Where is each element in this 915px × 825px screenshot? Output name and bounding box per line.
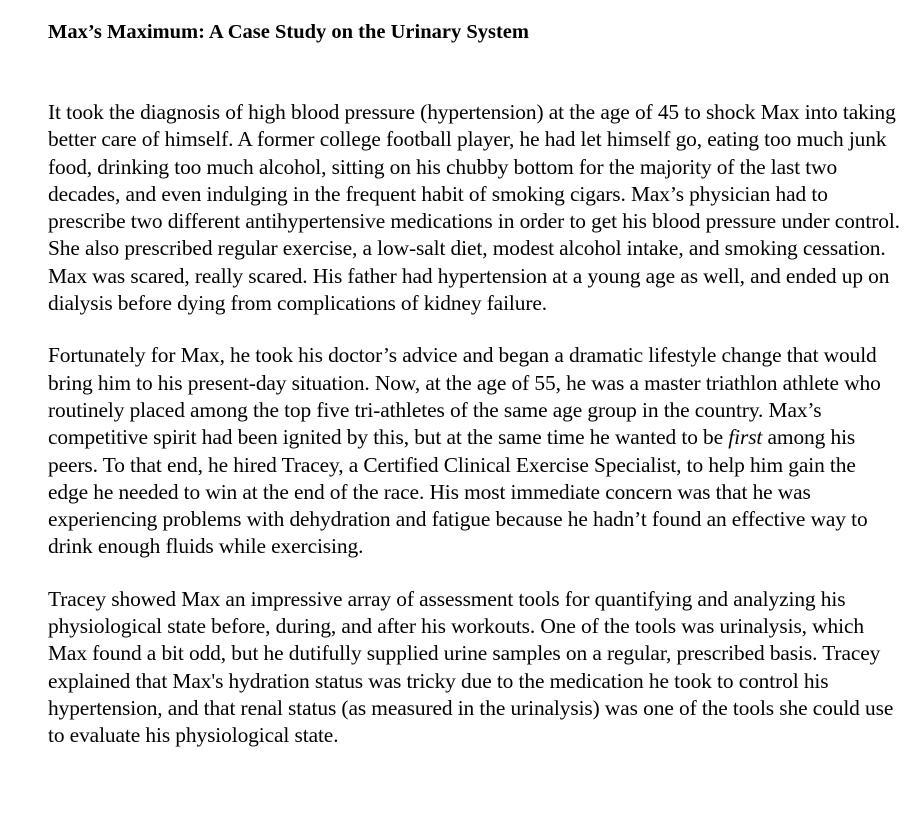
document-title: Max’s Maximum: A Case Study on the Urinary System xyxy=(48,21,529,43)
document-page xyxy=(48,16,900,750)
paragraph-2 xyxy=(48,342,900,560)
paragraph-1: It took the diagnosis of high blood pressure (hypertension) at the age of 45 to shock Max into taking better care of himself. A former college football player, he had let himself go, eating too much junk food, drinking too much alcohol, sitting on his chubby bottom for the majority of the last two decades, and even indulging in the frequent habit of smoking cigars. Max’s physician had to prescribe two different antihypertensive medications in order to get his blood pressure under control. She also prescribed regular exercise, a low-salt diet, modest alcohol intake, and smoking cessation. Max was scared, really scared. His father had hypertension at a young age as well, and ended up on dialysis before dying from complications of kidney failure. xyxy=(48,100,900,316)
emphasized-word: first xyxy=(728,425,763,450)
paragraph-2-text-after: among his peers. To that end, he hired Tracey, a Certified Clinical Exercise Specialist, to help him gain the edge he needed to win at the end of the race. His most immediate concern was that he was experiencing problems with dehydration and fatigue because he hadn’t found an effective way to drink enough fluids while exercising. xyxy=(48,425,868,559)
paragraph-2-text-before: Fortunately for Max, he took his doctor’s advice and began a dramatic lifestyle change that would bring him to his present-day situation. Now, at the age of 55, he was a master triathlon athlete who routinely placed among the top five tri-athletes of the same age group in the country. Max’s competitive spirit had been ignited by this, but at the same time he wanted to be xyxy=(48,343,881,450)
paragraph-3: Tracey showed Max an impressive array of assessment tools for quantifying and analyzing his physiological state before, during, and after his workouts. One of the tools was urinalysis, which Max found a bit odd, but he dutifully supplied urine samples on a regular, prescribed basis. Tracey explained that Max's hydration status was tricky due to the medication he took to control his hypertension, and that renal status (as measured in the urinalysis) was one of the tools she could use to evaluate his physiological state. xyxy=(48,586,894,748)
